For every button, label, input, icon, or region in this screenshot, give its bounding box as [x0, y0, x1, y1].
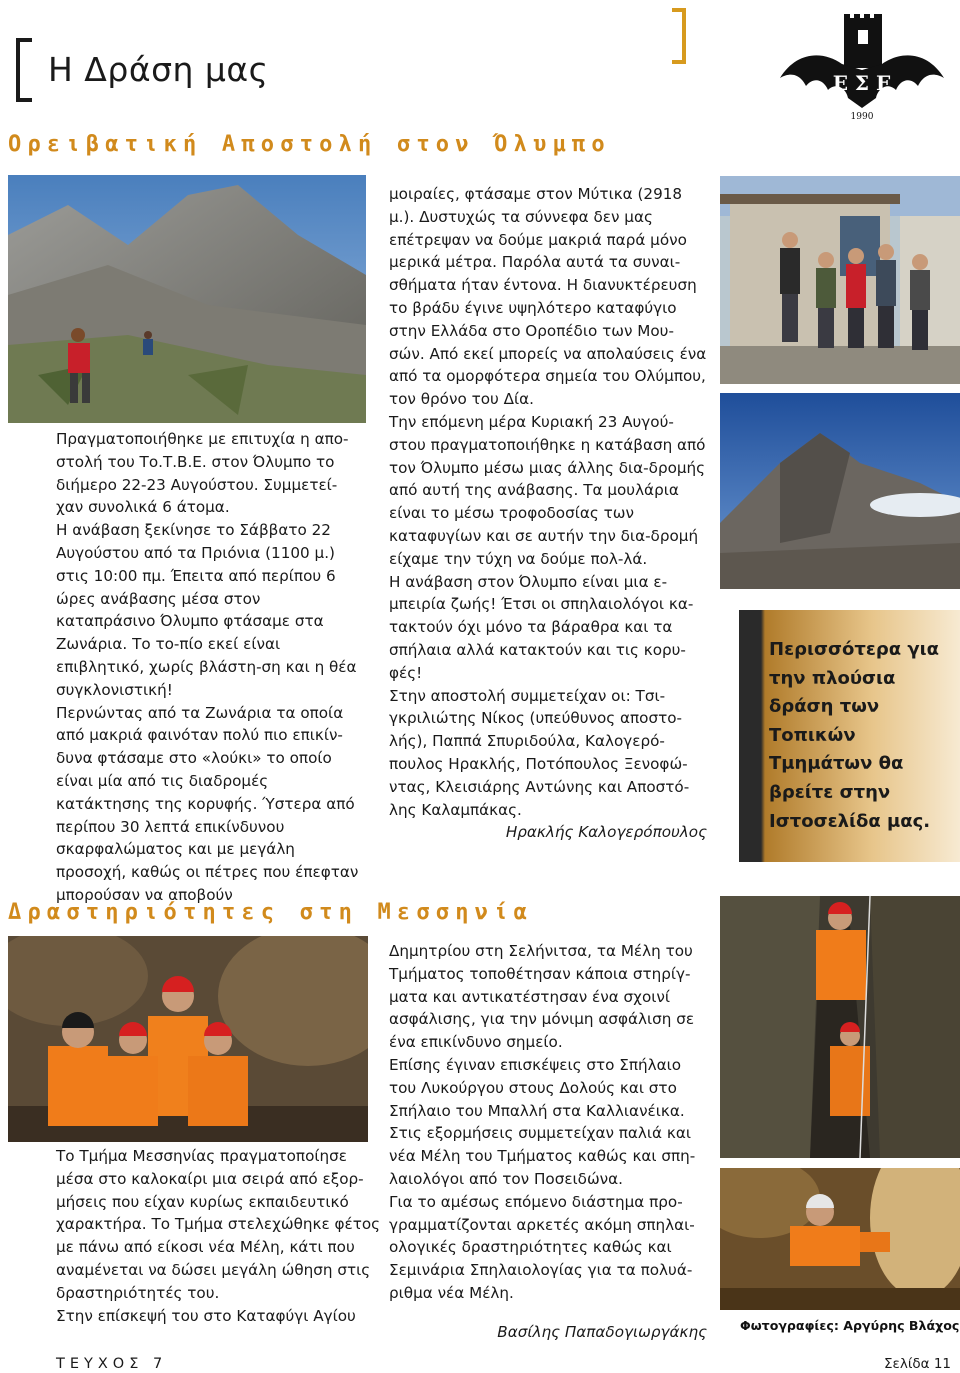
logo-year: 1990	[850, 112, 874, 122]
paragraph: Η ανάβαση στον Όλυμπο είναι μια ε-μπειρία ζωής! Έτσι οι σπηλαιολόγοι κα-τακτούν όχι μόνο τα βάραθρα και τα σπήλαια αλλά κατακτούν και τις κορυ-φές!	[389, 572, 694, 682]
photo-credit: Φωτογραφίες: Αργύρης Βλάχος	[740, 1318, 960, 1333]
paragraph: Η ανάβαση ξεκίνησε το Σάββατο 22 Αυγούστου από τα Πριόνια (1100 μ.) στις 10:00 πμ. Έπειτα από περίπου 6 ώρες ανάβασης μέσα στον καταπράσινο Όλυμπο φτάσαμε στα Ζωνάρια. Το το-πίο εκεί είναι επιβλητικό, χωρίς βλάστη-ση και η θέα συγκλονιστική!	[56, 521, 357, 699]
paragraph: Δημητρίου στη Σελήνιτσα, τα Μέλη του Τμήματος τοποθέτησαν κάποια στηρίγ-ματα και αντικατέστησαν ένα σχοινί ασφάλισης, για την μόνιμη ασφάλιση σε ένα επικίνδυνο σημείο.	[389, 942, 695, 1052]
paragraph: Για το αμέσως επόμενο διάστημα προ-γραμματίζονται αρκετές ακόμη σπηλαι-ολογικές δραστηριότητες καθώς και Σεμινάρια Σπηλαιολογίας για τα πολυά-ριθμα νέα Μέλη.	[389, 1192, 695, 1302]
club-logo	[778, 12, 946, 122]
photo-caver-shaft	[720, 896, 960, 1158]
paragraph: μοιραίες, φτάσαμε στον Μύτικα (2918 μ.). Δυστυχώς τα σύννεφα δεν μας επέτρεψαν να δούμε μακριά παρά μόνο μερικά μέτρα. Παρόλα αυτά τα συναι-σθήματα ήταν έντονα. Η διανυκτέρευση το βράδυ έγινε υψηλότερο καταφύγιο στην Ελλάδα στο Οροπέδιο των Μου-σών. Από εκεί μπορείς να απολαύσεις ένα από τα ομορφότερα σημεία του Ολύμπου, τον θρόνο του Δία.	[389, 185, 707, 409]
olympus-text-col-a	[56, 428, 361, 907]
page-number: Σελίδα 11	[884, 1356, 952, 1372]
issue-number: ΤΕΥΧΟΣ 7	[56, 1356, 168, 1372]
photo-cavers-group	[8, 936, 368, 1142]
paragraph: Το Τμήμα Μεσσηνίας πραγματοποίησε μέσα στο καλοκαίρι μια σειρά από εξορ-μήσεις που είχαν κυρίως εκπαιδευτικό χαρακτήρα. Το Τμήμα στελεχώθηκε φέτος με πάνω από είκοσι νέα Μέλη, κάτι που αναμένεται να δώσει μεγάλη ώθηση στις δραστηριότητές του.	[56, 1147, 381, 1302]
messinia-text-col-a	[56, 1145, 381, 1327]
paragraph: Στην αποστολή συμμετείχαν οι: Τσι-γκριλιώτης Νίκος (υπεύθυνος αποστο-λής), Παππά Σπυριδούλα, Καλογερό-πουλος Ηρακλής, Ποτόπουλος Ξενοφώ-ντας, Κλεισιάρης Αντώνης και Αποστό-λης Καλαμπάκας.	[389, 686, 690, 819]
bat-logo-icon	[778, 12, 946, 122]
messinia-text-col-b	[389, 940, 707, 1344]
paragraph: Επίσης έγιναν επισκέψεις στο Σπήλαιο του Λυκούργου στους Δολούς και στο Σπήλαιο του Μπαλλή στα Καλλιανέικα.	[389, 1055, 685, 1120]
page-title: Η Δράση μας	[48, 50, 269, 89]
paragraph: Στις εξορμήσεις συμμετείχαν παλιά και νέα Μέλη του Τμήματος καθώς και σπη-λαιολόγοι από τον Ποσειδώνα.	[389, 1124, 696, 1188]
header-bracket-right	[672, 8, 686, 64]
website-promo-box	[739, 610, 960, 862]
photo-olympus-climb	[8, 175, 366, 423]
title-bracket-left	[16, 38, 32, 102]
promo-text: Περισσότερα για την πλούσια δράση των Τοπικών Τμημάτων θα βρείτε στην Ιστοσελίδα μας.	[769, 639, 940, 832]
paragraph: Περνώντας από τα Ζωνάρια τα οποία από μακριά φαινόταν πολύ πιο επικίν-δυνα φτάσαμε στο «λούκι» το οποίο είναι μία από τις διαδρομές κατάκτησης της κορυφής. Ύστερα από περίπου 30 λεπτά επικίνδυνου σκαρφαλώματος και με μεγάλη προσοχή, καθώς οι πέτρες που έπεφταν μπορούσαν να αποβούν	[56, 703, 359, 904]
paragraph: Πραγματοποιήθηκε με επιτυχία η απο-στολή του Το.Τ.Β.Ε. στον Όλυμπο το διήμερο 22-23 Αυγούστου. Συμμετεί-χαν συνολικά 6 άτομα.	[56, 430, 349, 517]
olympus-text-col-b	[389, 183, 707, 844]
author-signature: Ηρακλής Καλογερόπουλος	[505, 823, 707, 842]
photo-group-refuge	[720, 176, 960, 384]
paragraph: Την επόμενη μέρα Κυριακή 23 Αυγού-στου πραγματοποιήθηκε η κατάβαση από τον Όλυμπο μέσω μιας άλλης δια-δρομής από αυτή της ανάβασης. Τα μουλάρια είναι το μέσω τροφοδοσίας των καταφυγίων και σε αυτήν την δια-δρομή είχαμε την τύχη να δούμε πολ-λά.	[389, 412, 706, 568]
author-signature: Βασίλης Παπαδογιωργάκης	[497, 1322, 707, 1341]
section-heading-messinia: Δραστηριότητες στη Μεσσηνία	[8, 900, 534, 925]
section-heading-olympus: Ορειβατική Αποστολή στον Όλυμπο	[8, 132, 611, 157]
photo-cave-crawl	[720, 1168, 960, 1310]
paragraph: Στην επίσκεψή του στο Καταφύγι Αγίου	[56, 1306, 356, 1325]
photo-olympus-peak	[720, 393, 960, 589]
logo-letters: Ε Σ Ε	[832, 71, 892, 95]
